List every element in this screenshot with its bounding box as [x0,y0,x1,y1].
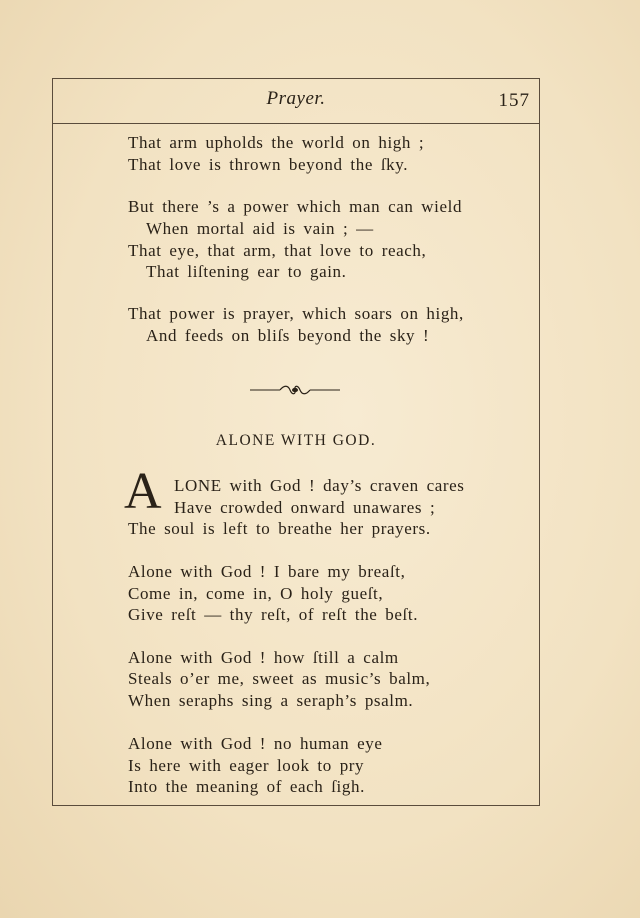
verse-line: Alone with God ! I bare my breaſt, [128,562,406,581]
drop-cap: A [124,463,162,520]
verse-line: The soul is left to breathe her prayers. [128,519,431,538]
header-rule [52,123,540,124]
running-title: Prayer. [266,88,326,109]
verse-line: That eye, that arm, that love to reach, [128,241,427,260]
verse-line: Alone with God ! how ſtill a calm [128,648,399,667]
verse-line: That love is thrown beyond the ſky. [128,155,409,174]
verse-line: Is here with eager look to pry [128,756,365,775]
verse-line: Give reſt — thy reſt, of reſt the beſt. [128,605,419,624]
ornament-divider [250,382,340,398]
verse-line: That power is prayer, which soars on high, [128,304,464,323]
verse-line: That liſtening ear to gain. [146,262,347,281]
verse-line: When mortal aid is vain ; — [146,219,374,238]
verse-line: LONE with God ! day’s craven cares [174,476,465,495]
page-number: 157 [498,90,530,111]
verse-line: And feeds on bliſs beyond the sky ! [146,326,430,345]
section-title: ALONE WITH GOD. [215,432,377,449]
verse-line: Steals o’er me, sweet as music’s balm, [128,669,431,688]
verse-line: Into the meaning of each ſigh. [128,777,365,796]
verse-line: Alone with God ! no human eye [128,734,383,753]
verse-line: Come in, come in, O holy gueſt, [128,584,384,603]
verse-line: Have crowded onward unawares ; [174,498,436,517]
verse-line: But there ’s a power which man can wield [128,197,463,216]
verse-line: When seraphs sing a seraph’s psalm. [128,691,414,710]
verse-line: That arm upholds the world on high ; [128,133,425,152]
